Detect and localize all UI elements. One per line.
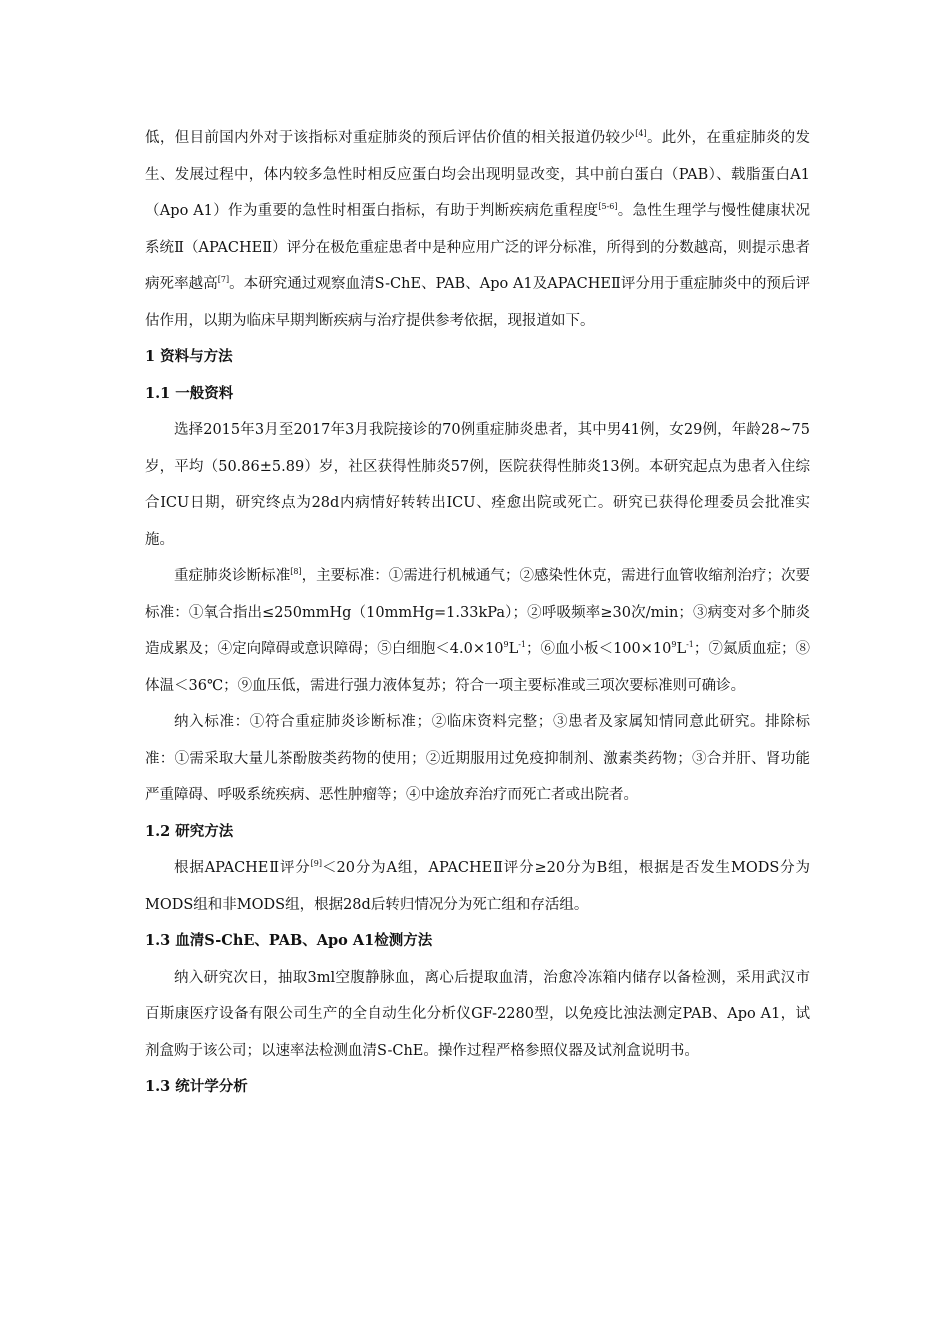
detection-method-paragraph: 纳入研究次日，抽取3ml空腹静脉血，离心后提取血清，治愈冷冻箱内储存以备检测，采用武汉市百斯康医疗设备有限公司生产的全自动生化分析仪GF-2280型，以免疫比浊法测定PAB、Apo A1，试剂盒购于该公司；以速率法检测血清S-ChE。操作过程严格参照仪器及试剂盒说明书。 — [145, 969, 810, 1059]
paper-page — [145, 120, 810, 1106]
subsection-heading: 1.1 一般资料 — [145, 384, 234, 402]
subsection-heading: 1.3 血清S-ChE、PAB、Apo A1检测方法 — [145, 932, 433, 949]
citation: [9] — [310, 859, 323, 869]
citation: [8] — [290, 567, 302, 577]
methods-paragraph: 根据APACHEⅡ评分[9]＜20分为A组，APACHEⅡ评分≥20分为B组，根据是否发生MODS分为MODS组和非MODS组，根据28d后转归情况分为死亡组和存活组。 — [145, 859, 810, 913]
subsection-heading: 1.3 统计学分析 — [145, 1078, 248, 1095]
inclusion-exclusion-paragraph: 纳入标准：①符合重症肺炎诊断标准；②临床资料完整；③患者及家属知情同意此研究。排除标准：①需采取大量儿茶酚胺类药物的使用；②近期服用过免疫抑制剂、激素类药物；③合并肝、肾功能严重障碍、呼吸系统疾病、恶性肿瘤等；④中途放弃治疗而死亡者或出院者。 — [145, 714, 810, 803]
section-heading: 1 资料与方法 — [145, 348, 233, 365]
intro-paragraph: 低，但目前国内外对于该指标对重症肺炎的预后评估价值的相关报道仍较少[4]。此外，在重症肺炎的发生、发展过程中，体内较多急性时相反应蛋白均会出现明显改变，其中前白蛋白（PAB）、载脂蛋白A1（Apo A1）作为重要的急性时相蛋白指标，有助于判断疾病危重程度[5-6]。急性生理学与慢性健康状况系统Ⅱ（APACHEⅡ）评分在极危重症患者中是种应用广泛的评分标准，所得到的分数越高，则提示患者病死率越高[7]。本研究通过观察血清S-ChE、PAB、Apo A1及APACHEⅡ评分用于重症肺炎中的预后评估作用，以期为临床早期判断疾病与治疗提供参考依据，现报道如下。 — [145, 129, 811, 329]
subsection-heading: 1.2 研究方法 — [145, 822, 234, 840]
citation: [7] — [217, 275, 230, 285]
citation: [4] — [635, 129, 647, 139]
diagnosis-criteria-paragraph: 重症肺炎诊断标准[8]，主要标准：①需进行机械通气；②感染性休克，需进行血管收缩剂治疗；次要标准：①氧合指出≤250mmHg（10mmHg=1.33kPa）；②呼吸频率≥30次/min；③病变对多个肺炎造成累及；④定向障碍或意识障碍；⑤白细胞$<4.0\times 10^9L^{-1}$；⑥血小板$<100\times 10^9L^{-1}$；⑦氮质血症；⑧体温＜36℃；⑨血压低，需进行强力液体复苏；符合一项主要标准或三项次要标准则可确诊。 — [145, 567, 811, 694]
citation: [5-6] — [598, 202, 618, 212]
general-info-paragraph: 选择2015年3月至2017年3月我院接诊的70例重症肺炎患者，其中男41例，女29例，年龄28~75岁，平均（50.86±5.89）岁，社区获得性肺炎57例，医院获得性肺炎13例。本研究起点为患者入住综合ICU日期，研究终点为28d内病情好转转出ICU、痊愈出院或死亡。研究已获得伦理委员会批准实施。 — [145, 422, 810, 548]
